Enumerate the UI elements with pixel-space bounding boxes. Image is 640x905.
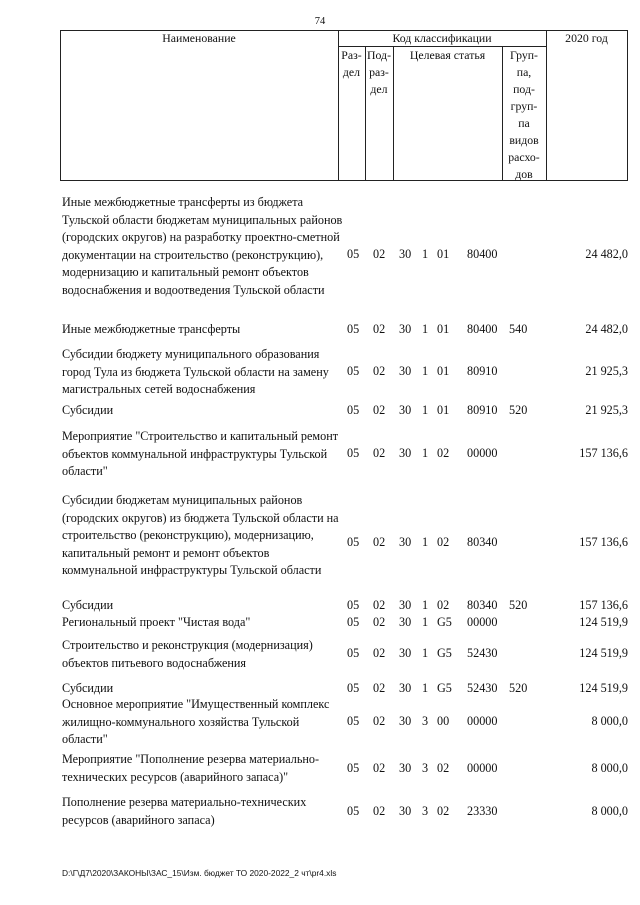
row-c2: 1 — [422, 615, 429, 629]
header-razdel-line: дел — [342, 65, 361, 79]
row-c1: 30 — [399, 761, 412, 775]
header-gruppa-line: дов — [515, 167, 533, 181]
row-razdel: 05 — [347, 615, 360, 629]
header-podrazdel-line: раз- — [369, 65, 389, 79]
row-c3: 02 — [437, 761, 450, 775]
header-divider — [546, 30, 547, 180]
row-name: Субсидии бюджетам муниципальных районов (городских округов) из бюджета Тульской области на строительство (реконструкцию), модернизацию, капитальный ремонт и ремонт объектов коммунальной инфраструктуры Тульской области — [62, 493, 339, 577]
row-name: Иные межбюджетные трансферты из бюджета Тульской области бюджетам муниципальных районов (городских округов) на разработку проектно-сметной документации на строительство (реконструкцию), модернизацию и капитальный ремонт объектов водоснабжения и водоотведения Тульской области — [62, 195, 343, 297]
row-amount: 124 519,9 — [579, 646, 628, 660]
table-header — [60, 30, 628, 180]
row-amount: 24 482,0 — [585, 322, 628, 336]
row-razdel: 05 — [347, 535, 360, 549]
header-gruppa-line: Груп- — [510, 48, 538, 62]
row-podrazdel: 02 — [373, 646, 386, 660]
row-podrazdel: 02 — [373, 714, 386, 728]
row-c3: 02 — [437, 804, 450, 818]
row-amount: 124 519,9 — [579, 681, 628, 695]
row-c1: 30 — [399, 804, 412, 818]
row-c1: 30 — [399, 322, 412, 336]
row-podrazdel: 02 — [373, 615, 386, 629]
row-c1: 30 — [399, 364, 412, 378]
row-c1: 30 — [399, 714, 412, 728]
row-c4: 52430 — [467, 646, 498, 660]
header-gruppa-line: расхо- — [508, 150, 540, 164]
row-amount: 8 000,0 — [591, 804, 628, 818]
row-c1: 30 — [399, 446, 412, 460]
header-year: 2020 год — [565, 31, 608, 45]
row-amount: 157 136,6 — [579, 535, 628, 549]
row-amount: 157 136,6 — [579, 598, 628, 612]
row-amount: 8 000,0 — [591, 761, 628, 775]
row-c2: 1 — [422, 364, 429, 378]
header-podrazdel — [365, 47, 393, 98]
row-c2: 3 — [422, 804, 429, 818]
header-gruppa-line: под- — [513, 82, 535, 96]
row-razdel: 05 — [347, 714, 360, 728]
header-gruppa-line: груп- — [510, 99, 538, 113]
row-podrazdel: 02 — [373, 247, 386, 261]
row-c2: 1 — [422, 646, 429, 660]
header-gruppa — [502, 47, 546, 183]
row-c3: G5 — [437, 615, 452, 629]
row-name: Пополнение резерва материально-технических ресурсов (аварийного запаса) — [62, 795, 307, 827]
header-gruppa-line: видов — [509, 133, 539, 147]
header-podrazdel-line: Под- — [366, 48, 391, 62]
row-c4: 00000 — [467, 714, 498, 728]
row-c2: 1 — [422, 598, 429, 612]
row-name: Строительство и реконструкция (модернизация) объектов питьевого водоснабжения — [62, 638, 313, 670]
row-c2: 1 — [422, 247, 429, 261]
row-name: Субсидии — [62, 598, 114, 612]
row-name: Мероприятие "Пополнение резерва материально-технических ресурсов (аварийного запаса)" — [62, 752, 320, 784]
row-c4: 80340 — [467, 598, 498, 612]
row-razdel: 05 — [347, 598, 360, 612]
row-razdel: 05 — [347, 446, 360, 460]
row-c3: 01 — [437, 403, 450, 417]
header-tselevaya: Целевая статья — [409, 48, 486, 62]
row-c4: 80340 — [467, 535, 498, 549]
row-amount: 21 925,3 — [585, 403, 628, 417]
row-c4: 80910 — [467, 364, 498, 378]
row-c2: 1 — [422, 322, 429, 336]
row-razdel: 05 — [347, 364, 360, 378]
row-podrazdel: 02 — [373, 364, 386, 378]
row-razdel: 05 — [347, 247, 360, 261]
row-c1: 30 — [399, 681, 412, 695]
row-c2: 3 — [422, 761, 429, 775]
header-razdel — [338, 47, 365, 81]
row-group: 520 — [509, 681, 528, 695]
header-left-border — [60, 30, 61, 180]
row-c4: 80400 — [467, 322, 498, 336]
row-c4: 80910 — [467, 403, 498, 417]
row-c1: 30 — [399, 535, 412, 549]
header-divider — [393, 46, 394, 180]
row-name: Субсидии — [62, 681, 114, 695]
row-amount: 157 136,6 — [579, 446, 628, 460]
file-path-footer: D:\Г\Д7\2020\ЗАКОНЫ\ЗАС_15\Изм. бюджет ТО 2020-2022_2 чт\pr4.xls — [62, 868, 337, 878]
row-c1: 30 — [399, 403, 412, 417]
row-name: Субсидии бюджету муниципального образования город Тула из бюджета Тульской области на замену магистральных сетей водоснабжения — [62, 347, 329, 396]
row-c3: 02 — [437, 535, 450, 549]
row-c3: 01 — [437, 247, 450, 261]
row-name: Иные межбюджетные трансферты — [62, 322, 241, 336]
row-name: Основное мероприятие "Имущественный комплекс жилищно-коммунального хозяйства Тульской области" — [62, 697, 330, 746]
row-c3: 02 — [437, 598, 450, 612]
row-c4: 00000 — [467, 615, 498, 629]
row-amount: 124 519,9 — [579, 615, 628, 629]
row-c4: 00000 — [467, 446, 498, 460]
row-razdel: 05 — [347, 646, 360, 660]
row-razdel: 05 — [347, 322, 360, 336]
row-c3: 01 — [437, 364, 450, 378]
header-gruppa-line: па — [518, 116, 530, 130]
row-podrazdel: 02 — [373, 322, 386, 336]
row-c2: 1 — [422, 535, 429, 549]
row-c2: 1 — [422, 681, 429, 695]
row-podrazdel: 02 — [373, 535, 386, 549]
row-c3: 00 — [437, 714, 450, 728]
row-c4: 00000 — [467, 761, 498, 775]
row-razdel: 05 — [347, 804, 360, 818]
row-c3: 01 — [437, 322, 450, 336]
row-amount: 24 482,0 — [585, 247, 628, 261]
row-podrazdel: 02 — [373, 598, 386, 612]
row-group: 520 — [509, 403, 528, 417]
row-c2: 1 — [422, 403, 429, 417]
header-right-border — [627, 30, 628, 180]
header-razdel-line: Раз- — [341, 48, 362, 62]
row-amount: 8 000,0 — [591, 714, 628, 728]
row-razdel: 05 — [347, 761, 360, 775]
row-c4: 52430 — [467, 681, 498, 695]
row-c1: 30 — [399, 598, 412, 612]
header-podrazdel-line: дел — [370, 82, 388, 96]
row-c2: 3 — [422, 714, 429, 728]
row-group: 540 — [509, 322, 528, 336]
row-group: 520 — [509, 598, 528, 612]
page-number: 74 — [314, 16, 326, 27]
row-name: Субсидии — [62, 403, 114, 417]
row-c3: G5 — [437, 681, 452, 695]
row-c4: 23330 — [467, 804, 498, 818]
row-razdel: 05 — [347, 681, 360, 695]
header-classification: Код классификации — [392, 31, 492, 45]
row-name: Мероприятие "Строительство и капитальный ремонт объектов коммунальной инфраструктуры Тульской области" — [62, 429, 339, 478]
row-podrazdel: 02 — [373, 681, 386, 695]
row-podrazdel: 02 — [373, 761, 386, 775]
row-podrazdel: 02 — [373, 446, 386, 460]
row-podrazdel: 02 — [373, 804, 386, 818]
row-c2: 1 — [422, 446, 429, 460]
row-c3: 02 — [437, 446, 450, 460]
row-c1: 30 — [399, 247, 412, 261]
row-c4: 80400 — [467, 247, 498, 261]
header-gruppa-line: па, — [516, 65, 532, 79]
row-c1: 30 — [399, 646, 412, 660]
header-name: Наименование — [162, 31, 236, 45]
row-podrazdel: 02 — [373, 403, 386, 417]
row-razdel: 05 — [347, 403, 360, 417]
row-c3: G5 — [437, 646, 452, 660]
row-c1: 30 — [399, 615, 412, 629]
row-name: Региональный проект "Чистая вода" — [62, 615, 251, 629]
row-amount: 21 925,3 — [585, 364, 628, 378]
